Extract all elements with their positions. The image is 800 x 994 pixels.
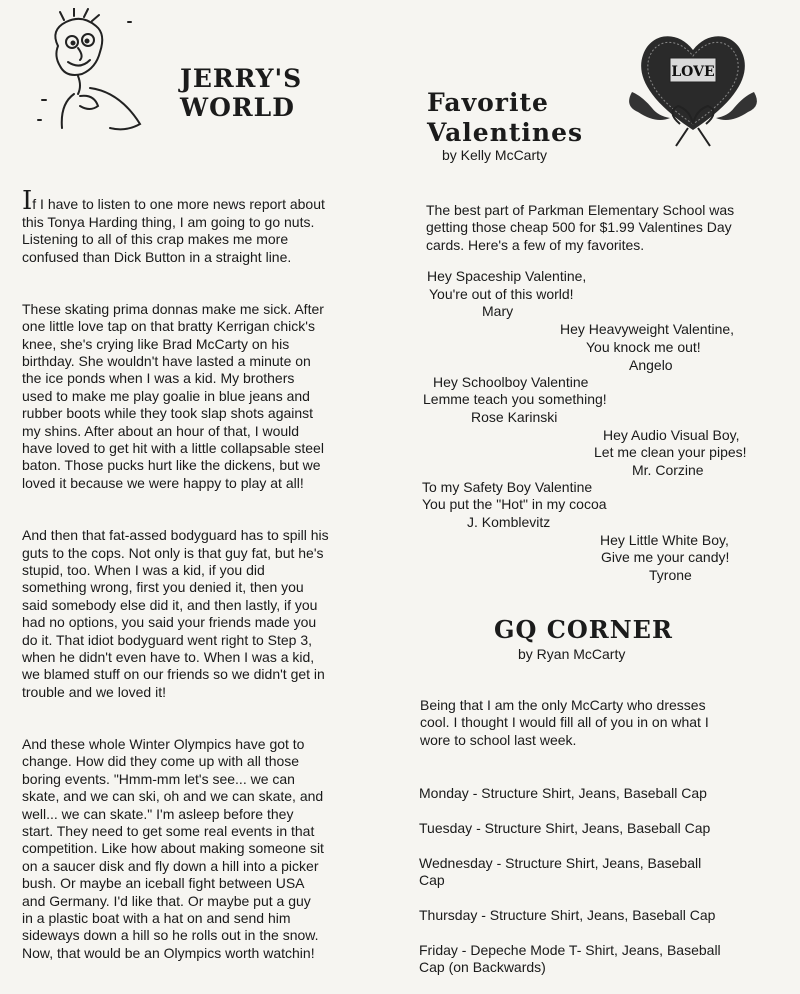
cartoon-man-icon bbox=[30, 8, 160, 138]
schedule-item: Friday - Depeche Mode T- Shirt, Jeans, Baseball Cap (on Backwards) bbox=[419, 942, 721, 976]
valentine-signature: J. Komblevitz bbox=[467, 514, 551, 530]
schedule-item: Thursday - Structure Shirt, Jeans, Baseball Cap bbox=[419, 907, 716, 924]
valentine-line: Let me clean your pipes! bbox=[594, 444, 747, 460]
valentine-line: Lemme teach you something! bbox=[423, 391, 607, 407]
paragraph-text: f I have to listen to one more news report about this Tonya Harding thing, I am going to go nuts. Listening to all of this crap makes me more confused than Dick Button in a straight line. bbox=[22, 196, 325, 265]
love-heart-icon bbox=[618, 20, 768, 150]
valentine-line: Hey Little White Boy, bbox=[600, 532, 729, 548]
valentine-line: You put the "Hot" in my cocoa bbox=[422, 496, 607, 512]
gq-corner-schedule bbox=[419, 768, 794, 994]
title-line-2: WORLD bbox=[180, 93, 295, 122]
valentine-line: You're out of this world! bbox=[429, 286, 574, 302]
valentine-line: Hey Spaceship Valentine, bbox=[427, 268, 587, 284]
title-line-2: Valentines bbox=[427, 118, 584, 147]
paragraph: These skating prima donnas make me sick. After one little love tap on that bratty Kerrigan chick's knee, she's crying like Brad McCarty on his birthday. She wouldn't have lasted a minute on the ice ponds when I was a kid. My brothers used to make me play goalie in blue jeans and rubber boots while they took slap shots against my shins. After about an hour of that, I would have loved to get hit with a little collapsable steel baton. Those pucks hurt like the dickens, but we loved it because we were happy to play at all! bbox=[22, 300, 324, 491]
gq-corner-title: GQ CORNER bbox=[494, 615, 673, 644]
valentine-signature: Tyrone bbox=[649, 567, 692, 583]
jerrys-world-body bbox=[22, 176, 392, 980]
valentine-line: You knock me out! bbox=[586, 339, 701, 355]
valentines-intro: The best part of Parkman Elementary School was getting those cheap 500 for $1.99 Valentines Day cards. Here's a few of my favorites. bbox=[426, 202, 735, 253]
jerrys-world-title bbox=[180, 64, 302, 122]
gq-corner-byline: by Ryan McCarty bbox=[518, 646, 626, 662]
dropcap: I bbox=[22, 186, 33, 217]
valentine-signature: Mary bbox=[482, 303, 514, 319]
jerrys-world-column bbox=[0, 0, 400, 961]
valentine-signature: Mr. Corzine bbox=[632, 462, 704, 478]
valentine-line: Hey Audio Visual Boy, bbox=[603, 427, 740, 443]
title-line-1: JERRY'S bbox=[180, 64, 303, 93]
gq-corner-intro: Being that I am the only McCarty who dresses cool. I thought I would fill all of you in on what I wore to school last week. bbox=[420, 697, 709, 748]
valentine-line: Give me your candy! bbox=[601, 549, 730, 565]
title-line-1: Favorite bbox=[427, 88, 549, 117]
schedule-item: Wednesday - Structure Shirt, Jeans, Baseball Cap bbox=[419, 855, 702, 889]
schedule-item: Tuesday - Structure Shirt, Jeans, Baseball Cap bbox=[419, 820, 711, 837]
paragraph: And these whole Winter Olympics have got to change. How did they come up with all those boring events. "Hmm-mm let's see... we can skate, and we can ski, oh and we can skate, and well... we can skate." I'm asleep before they start. They need to get some real events in that competition. Like how about making someone sit on a saucer disk and fly down a hill into a picker bush. Or maybe an iceball fight between USA and Germany. I'd like that. Or maybe put a guy in a plastic boat with a hat on and send him sideways down a hill so he rolls out in the snow. Now, that would be an Olympics worth watchin! bbox=[22, 735, 324, 961]
love-badge-text: LOVE bbox=[671, 64, 715, 80]
paragraph: And then that fat-assed bodyguard has to spill his guts to the cops. Not only is that guy fat, but he's stupid, too. When I was a kid, if you did something wrong, first you denied it, then you said somebody else did it, and then lastly, if you had no options, you said your friends made you do it. That idiot bodyguard went right to Step 3, when he didn't even have to. When I was a kid, we blamed stuff on our friends so we didn't get in trouble and we loved it! bbox=[22, 527, 329, 700]
schedule-item: Monday - Structure Shirt, Jeans, Baseball Cap bbox=[419, 785, 707, 802]
valentine-signature: Angelo bbox=[629, 357, 673, 373]
valentine-line: Hey Heavyweight Valentine, bbox=[560, 321, 735, 337]
paragraph bbox=[22, 186, 392, 266]
valentines-title bbox=[427, 88, 583, 148]
valentine-line: Hey Schoolboy Valentine bbox=[433, 374, 589, 390]
valentines-byline: by Kelly McCarty bbox=[442, 147, 548, 163]
valentine-signature: Rose Karinski bbox=[471, 409, 558, 425]
valentine-line: To my Safety Boy Valentine bbox=[422, 479, 593, 495]
valentines-column bbox=[400, 0, 800, 976]
